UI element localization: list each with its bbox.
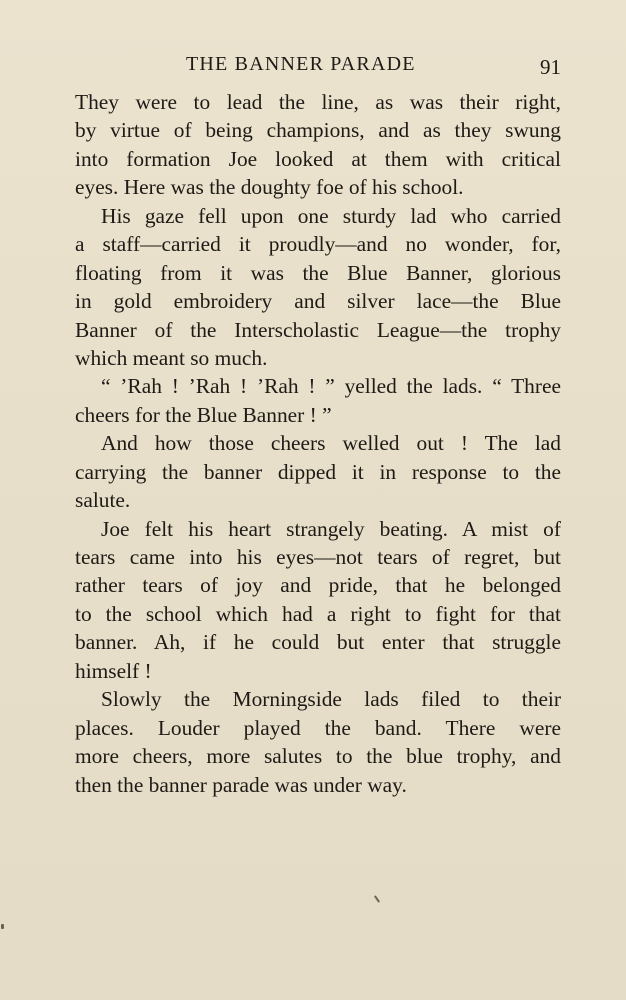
text-line: And how those cheers welled out ! The lad <box>101 431 561 456</box>
paper-speck <box>374 895 380 903</box>
text-line: more cheers, more salutes to the blue trophy, and <box>75 744 561 769</box>
text-line: places. Louder played the band. There were <box>75 715 561 740</box>
text-line: His gaze fell upon one sturdy lad who carried <box>101 203 561 228</box>
page-number: 91 <box>540 55 561 79</box>
paper-speck <box>1 924 4 929</box>
text-line: banner. Ah, if he could but enter that struggle <box>75 630 561 655</box>
text-line: They were to lead the line, as was their right, <box>75 90 561 114</box>
text-line: to the school which had a right to fight for that <box>75 601 561 626</box>
text-line: cheers for the Blue Banner ! ” <box>75 402 332 427</box>
text-line: Slowly the Morningside lads filed to their <box>101 687 561 712</box>
text-line: then the banner parade was under way. <box>75 772 407 797</box>
text-line: floating from it was the Blue Banner, glorious <box>75 260 561 285</box>
text-line: Banner of the Interscholastic League—the trophy <box>75 317 561 342</box>
text-line: by virtue of being champions, and as they swung <box>75 118 561 143</box>
running-head <box>0 52 626 78</box>
text-line: “ ’Rah ! ’Rah ! ’Rah ! ” yelled the lads. “ Three <box>101 374 561 399</box>
body-text <box>75 88 561 799</box>
text-line: himself ! <box>75 658 152 683</box>
text-line: eyes. Here was the doughty foe of his school. <box>75 175 464 200</box>
text-line: into formation Joe looked at them with critical <box>75 146 561 171</box>
text-line: a staff—carried it proudly—and no wonder, for, <box>75 232 561 257</box>
text-line: Joe felt his heart strangely beating. A mist of <box>101 516 561 541</box>
text-line: which meant so much. <box>75 345 268 370</box>
text-line: in gold embroidery and silver lace—the Blue <box>75 289 561 314</box>
text-line: carrying the banner dipped it in response to the <box>75 459 561 484</box>
text-line: rather tears of joy and pride, that he belonged <box>75 573 561 598</box>
running-title: THE BANNER PARADE <box>186 53 416 75</box>
text-line: salute. <box>75 488 131 513</box>
text-line: tears came into his eyes—not tears of regret, but <box>75 545 561 569</box>
